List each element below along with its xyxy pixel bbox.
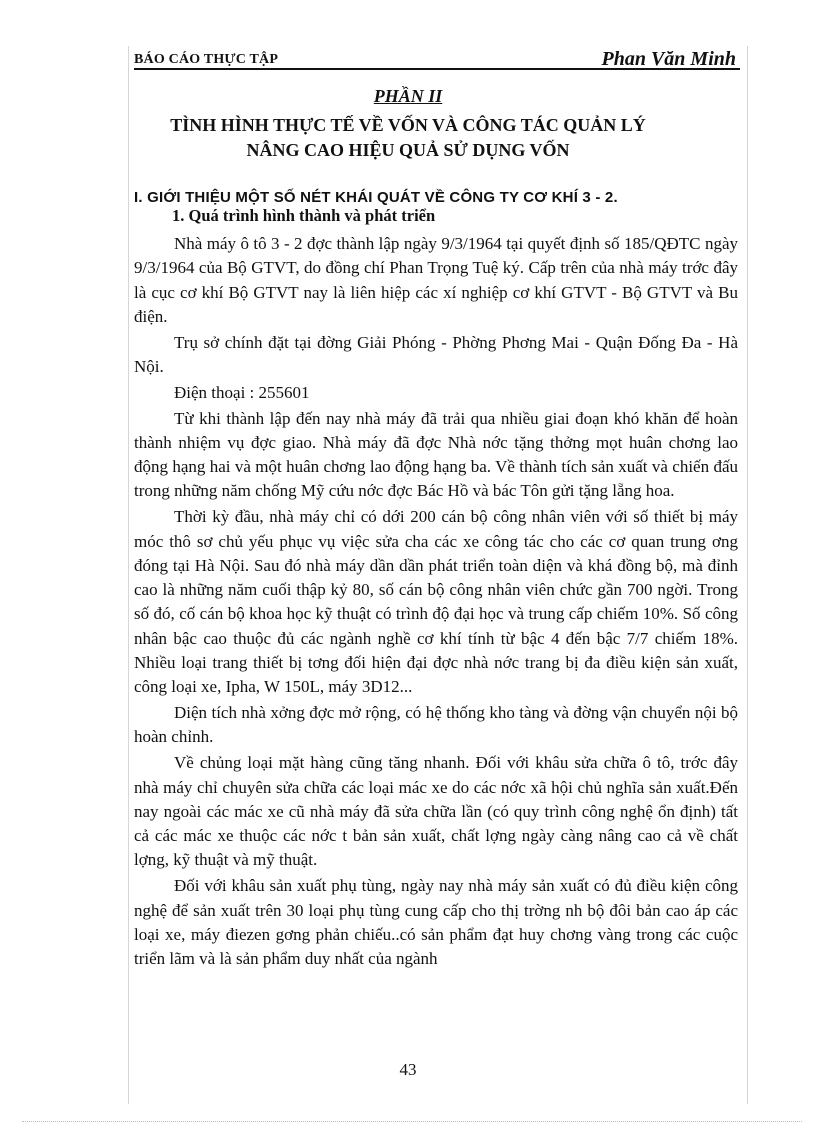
paragraph: Đối với khâu sản xuất phụ tùng, ngày nay nhà máy sản xuất có đủ điều kiện công nghệ để sản xuất trên 30 loại phụ tùng cung cấp cho thị trờng nh bộ đôi bản cao áp các loại xe, máy điezen gơng phản chiếu..có sản phẩm đạt huy chơng vàng trong các cuộc triển lãm và là sản phẩm duy nhất của ngành [134,876,738,969]
header-author: Phan Văn Minh [601,48,736,70]
body-text [134,232,738,973]
paragraph: Điện thoại : 255601 [174,382,310,402]
paragraph: Về chủng loại mặt hàng cũng tăng nhanh. Đối với khâu sửa chữa ô tô, trớc đây nhà máy chỉ chuyên sửa chữa các loại mác xe do các nớc xã hội chủ nghĩa sản xuất.Đến nay ngoài các mác xe cũ nhà máy đã sửa chữa lần (có quy trình công nghệ ổn định) tất cả các mác xe thuộc các nớc t bản sản xuất, chất lợng ngày càng nâng cao cả về chất lợng, kỹ thuật và mỹ thuật. [134,753,738,870]
section-heading: I. GIỚI THIỆU MỘT SỐ NÉT KHÁI QUÁT VỀ CÔNG TY CƠ KHÍ 3 - 2. [134,189,618,206]
part-label: PHẦN II [373,86,443,106]
paragraph: Nhà máy ô tô 3 - 2 đợc thành lập ngày 9/3/1964 tại quyết định số 185/QĐTC ngày 9/3/1964 của Bộ GTVT, do đồng chí Phan Trọng Tuệ ký. Cấp trên của nhà máy trớc đây là cục cơ khí Bộ GTVT nay là liên hiệp các xí nghiệp cơ khí GTVT - Bộ GTVT và Bu điện. [134,234,738,326]
page-number: 43 [399,1060,417,1079]
header-report-title: BÁO CÁO THỰC TẬP [134,52,279,67]
header-divider [134,68,740,70]
chapter-title-line-1: TÌNH HÌNH THỰC TẾ VỀ VỐN VÀ CÔNG TÁC QUẢN LÝ [170,115,646,135]
subsection-heading: 1. Quá trình hình thành và phát triển [172,206,436,225]
paragraph: Thời kỳ đầu, nhà máy chỉ có dới 200 cán bộ công nhân viên với số thiết bị máy móc thô sơ chủ yếu phục vụ việc sửa cha các xe công tác cho các cơ quan trung ơng đóng tại Hà Nội. Sau đó nhà máy dần dần phát triển toàn diện và khá đồng bộ, mà đỉnh cao là những năm cuối thập kỷ 80, số cán bộ công nhân viên chức gần 700 ngời. Trong số đó, cố cán bộ khoa học kỹ thuật có trình độ đại học và trung cấp chiếm 10%. Số công nhân bậc cao thuộc đủ các ngành nghề cơ khí tính từ bậc 4 đến bậc 7/7 chiếm 18%. Nhiều loại trang thiết bị tơng đối hiện đại đợc nhà nớc trang bị đa điều kiện sản xuất, công loại xe, Ipha, W 150L, máy 3D12... [134,507,738,697]
page-bottom-divider [22,1121,802,1122]
paragraph: Từ khi thành lập đến nay nhà máy đã trải qua nhiều giai đoạn khó khăn để hoàn thành nhiệm vụ đợc giao. Nhà máy đã đợc Nhà nớc tặng thởng mọt huân chơng lao động hạng hai và một huân chơng lao động hạng ba. Về thành tích sản xuất và chiến đấu trong những năm chống Mỹ cứu nớc đợc Bác Hồ và bác Tôn gửi tặng lẵng hoa. [134,408,738,501]
paragraph: Diện tích nhà xởng đợc mở rộng, có hệ thống kho tàng và đờng vận chuyển nội bộ hoàn chỉnh. [134,703,738,747]
paragraph: Trụ sở chính đặt tại đờng Giải Phóng - Phờng Phơng Mai - Quận Đống Đa - Hà Nội. [134,332,738,376]
chapter-title-line-2: NÂNG CAO HIỆU QUẢ SỬ DỤNG VỐN [246,140,570,160]
